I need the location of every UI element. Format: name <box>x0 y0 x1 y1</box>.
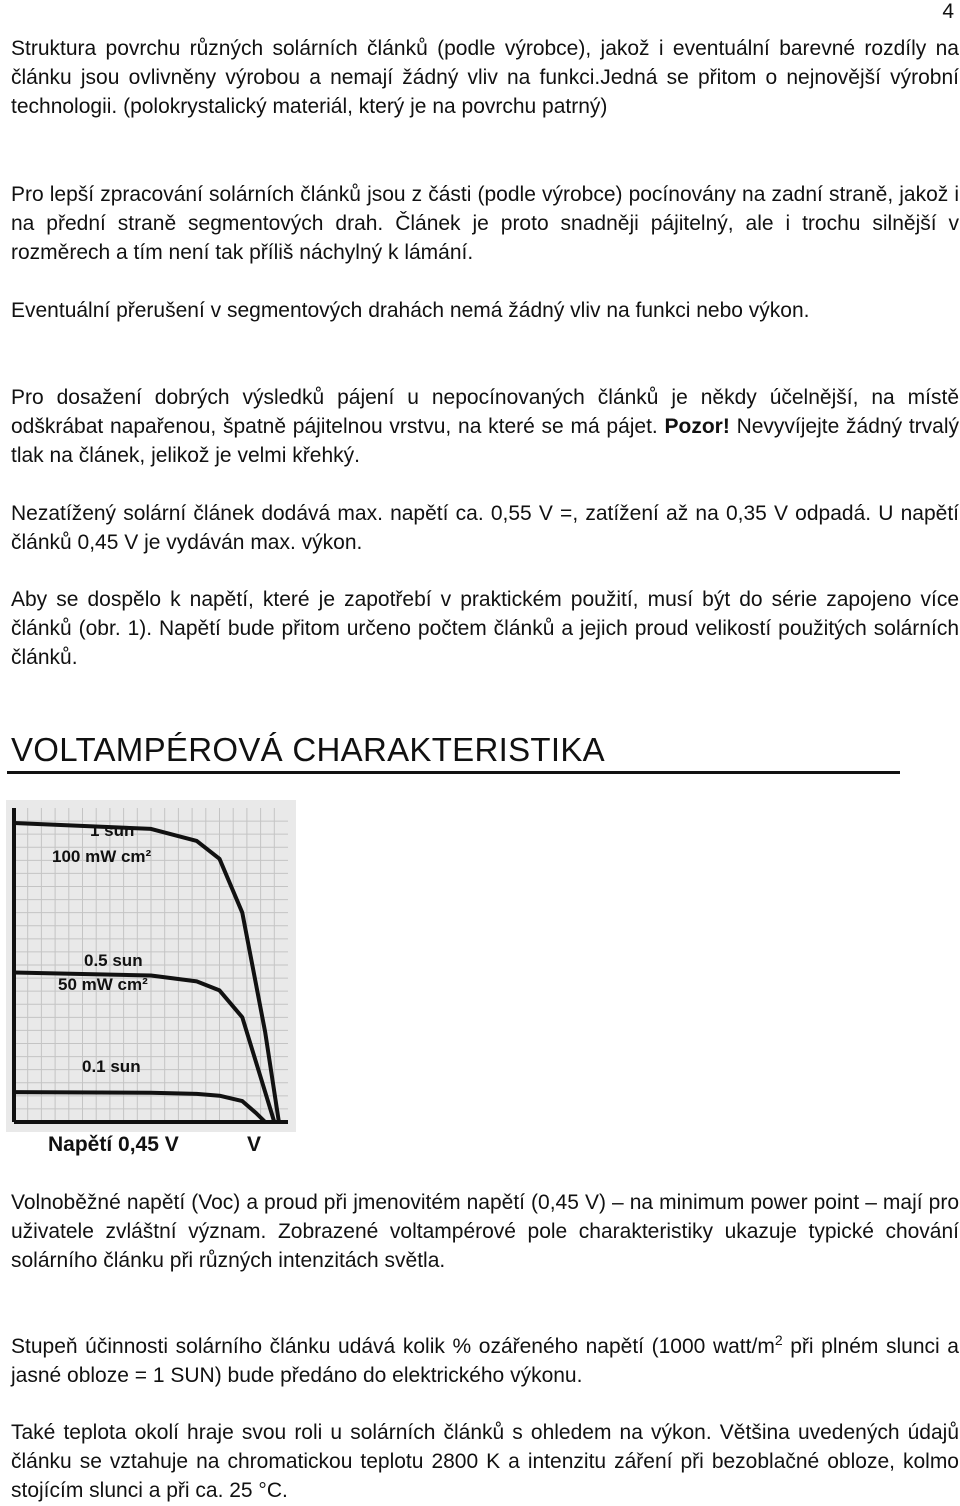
paragraph-series: Aby se dospělo k napětí, které je zapotřebí v praktickém použití, musí být do série zapojeno více článků (obr. 1). Napětí bude přitom určeno počtem článků a jejich proud velikostí použitých solárních článků. <box>11 588 959 669</box>
warning-text: Nevyvíjejte žádný trvalý tlak na článek, jelikož je velmi křehký. <box>11 415 959 467</box>
paragraph-voltage: Nezatížený solární článek dodává max. napětí ca. 0,55 V =, zatížení až na 0,35 V odpadá. U napětí článků 0,45 V je vydáván max. výkon. <box>11 502 959 554</box>
label-100-mw: 100 mW cm² <box>52 847 152 866</box>
paragraph-temperature: Také teplota okolí hraje svou roli u solárních článků s ohledem na výkon. Většina uvedených údajů článku se vztahuje na chromatickou teplotu 2800 K a intenzitu záření při bezoblačné obloze, kolmo stojícím slunci a při ca. 25 °C. <box>11 1421 959 1502</box>
paragraph-efficiency <box>11 1332 959 1390</box>
x-axis-label: V <box>247 1133 262 1156</box>
efficiency-text-a: Stupeň účinnosti solárního článku udává kolik % ozářeného napětí (1000 watt/m <box>11 1335 775 1358</box>
efficiency-sup: 2 <box>774 1332 783 1348</box>
label-01-sun: 0.1 sun <box>82 1057 141 1076</box>
heading-underline <box>7 771 900 774</box>
label-1-sun: 1 sun <box>90 821 135 840</box>
label-05-sun: 0.5 sun <box>84 951 143 970</box>
paragraph-structure: Struktura povrchu různých solárních článků (podle výrobce), jakož i eventuální barevné rozdíly na článku jsou ovlivněny výrobou a nemají žádný vliv na funkci.Jedná se přitom o nejnovější výrobní technologii. (polokrystalický materiál, který je na povrchu patrný) <box>11 37 959 118</box>
chart-svg <box>6 800 296 1132</box>
soldering-text: Pro dosažení dobrých výsledků pájení u nepocínovaných článků je někdy účelnější, na místě odškrábat napařenou, špatně pájitelnou vrstvu, na které se má pájet. <box>11 386 959 438</box>
iv-characteristic-chart <box>6 800 296 1132</box>
section-heading: VOLTAMPÉROVÁ CHARAKTERISTIKA <box>11 731 605 768</box>
paragraph-soldering <box>11 383 959 470</box>
page-number: 4 <box>942 0 954 23</box>
label-50-mw: 50 mW cm² <box>58 975 148 994</box>
warning-label: Pozor! <box>664 415 730 438</box>
x-marker-label: Napětí 0,45 V <box>48 1133 179 1156</box>
paragraph-interruption: Eventuální přerušení v segmentových drahách nemá žádný vliv na funkci nebo výkon. <box>11 299 810 322</box>
paragraph-open-circuit: Volnoběžné napětí (Voc) a proud při jmenovitém napětí (0,45 V) – na minimum power point – mají pro uživatele zvláštní význam. Zobrazené voltampérové pole charakteristiky ukazuje typické chování solárního článku při různých intenzitách světla. <box>11 1191 959 1272</box>
paragraph-tinning: Pro lepší zpracování solárních článků jsou z části (podle výrobce) pocínovány na zadní straně, jakož i na přední straně segmentových drah. Článek je proto snadněji pájitelný, ale i trochu silnější v rozměrech a tím není tak příliš náchylný k lámání. <box>11 183 959 264</box>
efficiency-text-b: při plném slunci a jasné obloze = 1 SUN) bude předáno do elektrického výkonu. <box>11 1335 959 1387</box>
